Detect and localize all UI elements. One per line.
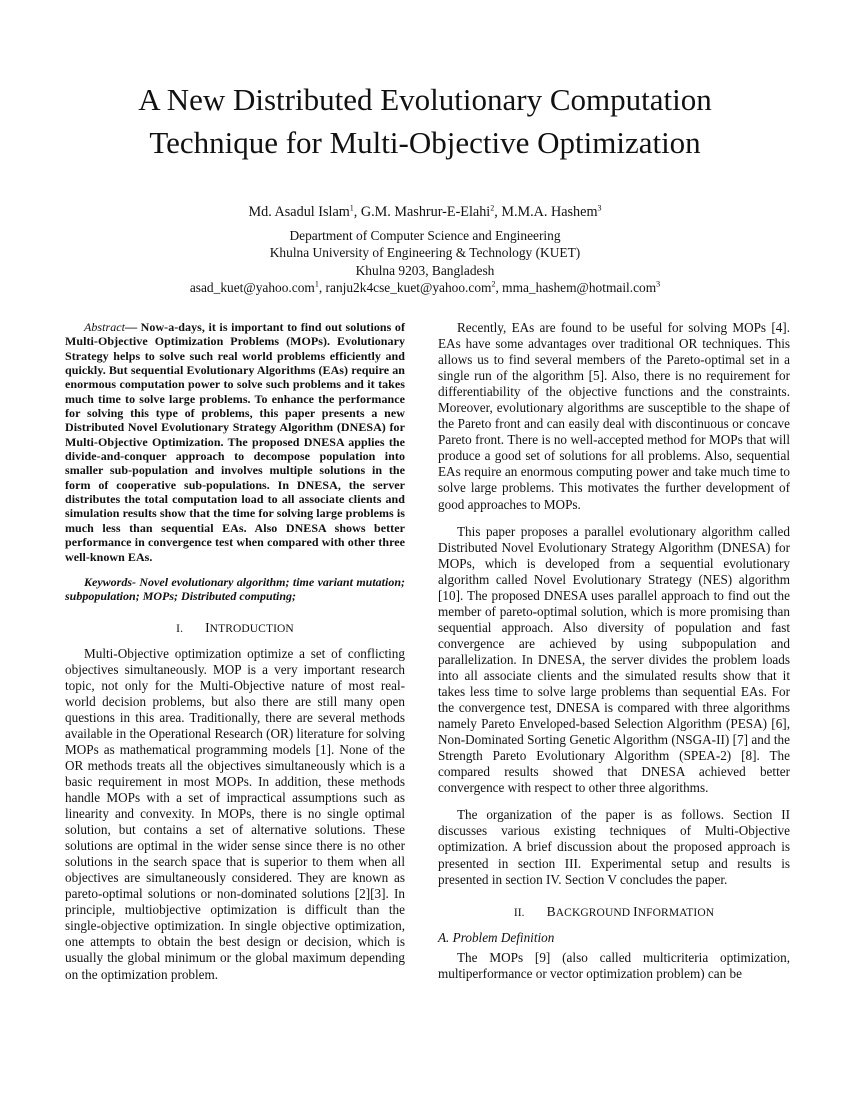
right-paragraph-2: This paper proposes a parallel evolutionary algorithm called Distributed Novel Evolutionary Strategy Algorithm (DNESA) for MOPs, which is developed from a sequential evolutionary algorithm called Novel Evolutionary Strategy (NES) algorithm [10]. The proposed DNESA uses parallel approach to find out the member of pareto-optimal solution, which is more promising than sequential approach. Also diversity of population and fast convergence are achieved by using subpopulation and parallelization. In DNESA, the server divides the problem loads into all associate clients and the simulated results show that it takes less time to solve large problems than sequential EAs. For the convergence test, DNESA is compared with three algorithms namely Pareto Enveloped-based Selection Algorithm (PESA) [6], Non-Dominated Sorting Genetic Algorithm (NSGA-II) [7] and the Strength Pareto Evolutionary Algorithm (SPEA-2) [8]. The compared results showed that DNESA achieved better convergence with respect to other three algorithms. [438, 523, 790, 796]
abstract: Abstract— Now-a-days, it is important to find out solutions of Multi-Objective Optimization Problems (MOPs). Evolutionary Strategy helps to solve such real world problems efficiently and quickly. But sequential Evolutionary Algorithms (EAs) require an enormous computation power to solve such problems and it takes much time to solve large problems. To enhance the performance for solving this type of problems, this paper presents a new Distributed Novel Evolutionary Strategy Algorithm (DNESA) for Multi-Objective Optimization. The proposed DNESA applies the divide-and-conquer approach to decompose population into smaller sub-population and involves multiple solutions in the form of cooperative sub-populations. In DNESA, the server distributes the total computation load to all associate clients and simulation results show that the time for solving large problems is much less than sequential EAs. Also DNESA shows better performance in convergence test when compared with other three well-known EAs. [65, 320, 405, 564]
affiliation-univ: Khulna University of Engineering & Technology (KUET) [269, 245, 581, 260]
left-column [65, 320, 405, 983]
right-column [438, 320, 790, 982]
abstract-label: Abstract [84, 320, 126, 334]
author-block [0, 204, 850, 297]
section-heading-background: II. BACKGROUND INFORMATION [513, 903, 715, 919]
affiliation-city: Khulna 9203, Bangladesh [355, 262, 495, 278]
right-paragraph-1: Recently, EAs are found to be useful for solving MOPs [4]. EAs have some advantages over traditional OR techniques. This allows us to find several members of the Pareto-optimal set in a single run of the algorithm [5]. Also, there is no requirement for differentiability of the objective functions and the constraints. Moreover, evolutionary algorithms are susceptible to the shape of the Pareto front and can easily deal with discontinuous or concave Pareto front. There is no well-accepted method for MOPs that will produce a good set of solutions for all problems. Also, sequential EAs require an enormous computing power and take much time to solve large problems. This motivates the further development of good approaches to MOPs. [438, 320, 790, 512]
author-names: Md. Asadul Islam$^1$, G.M. Mashrur-E-Elahi$^2$, M.M.A. Hashem$^3$ [248, 203, 602, 220]
title-line-1: A New Distributed Evolutionary Computation [138, 82, 712, 117]
paper-title [0, 78, 850, 164]
section-heading-introduction: I. INTRODUCTION [176, 619, 294, 635]
intro-paragraph-1: Multi-Objective optimization optimize a set of conflicting objectives simultaneously. MOP is a very important research topic, not only for the Multi-Objective nature of most real-world decision problems, but also there are still many open questions in this area. Traditionally, there are several methods available in the Operational Research (OR) literature for solving MOPs as mathematical programming models [1]. None of the OR methods treats all the objectives simultaneously which is a basic requirement in most MOPs. In addition, these methods handle MOPs with a set of impractical assumptions such as linearity and convexity. In MOPs, there is no single optimal solution, but contains a set of alternative solutions. These solutions are optimal in the wider sense since there is no other solutions in the search space that is superior to them when all objectives are simultaneously considered. They are known as pareto-optimal solutions or non-dominated solutions [2][3]. In principle, multiobjective optimization is difficult than the single-objective optimization. In single objective optimization, one attempts to obtain the best design or decision, which is usually the global minimum or the global maximum depending on the optimization problem. [65, 645, 405, 982]
right-paragraph-4: The MOPs [9] (also called multicriteria optimization, multiperformance or vector optimization problem) can be [438, 949, 790, 981]
affiliation-dept: Department of Computer Science and Engineering [289, 227, 561, 243]
right-paragraph-3: The organization of the paper is as follows. Section II discusses various existing techniques of Multi-Objective optimization. A brief discussion about the proposed approach is presented in section III. Experimental setup and results is presented in section IV. Section V concludes the paper. [438, 807, 790, 887]
keywords: Keywords- Novel evolutionary algorithm; time variant mutation; subpopulation; MOPs; Distributed computing; [65, 574, 405, 604]
subsection-heading-problem-definition: A. Problem Definition [438, 929, 555, 945]
author-emails: asad_kuet@yahoo.com$^1$, ranju2k4cse_kuet@yahoo.com$^2$, mma_hashem@hotmail.com$^3$ [189, 279, 661, 295]
title-line-2: Technique for Multi-Objective Optimization [149, 125, 701, 160]
